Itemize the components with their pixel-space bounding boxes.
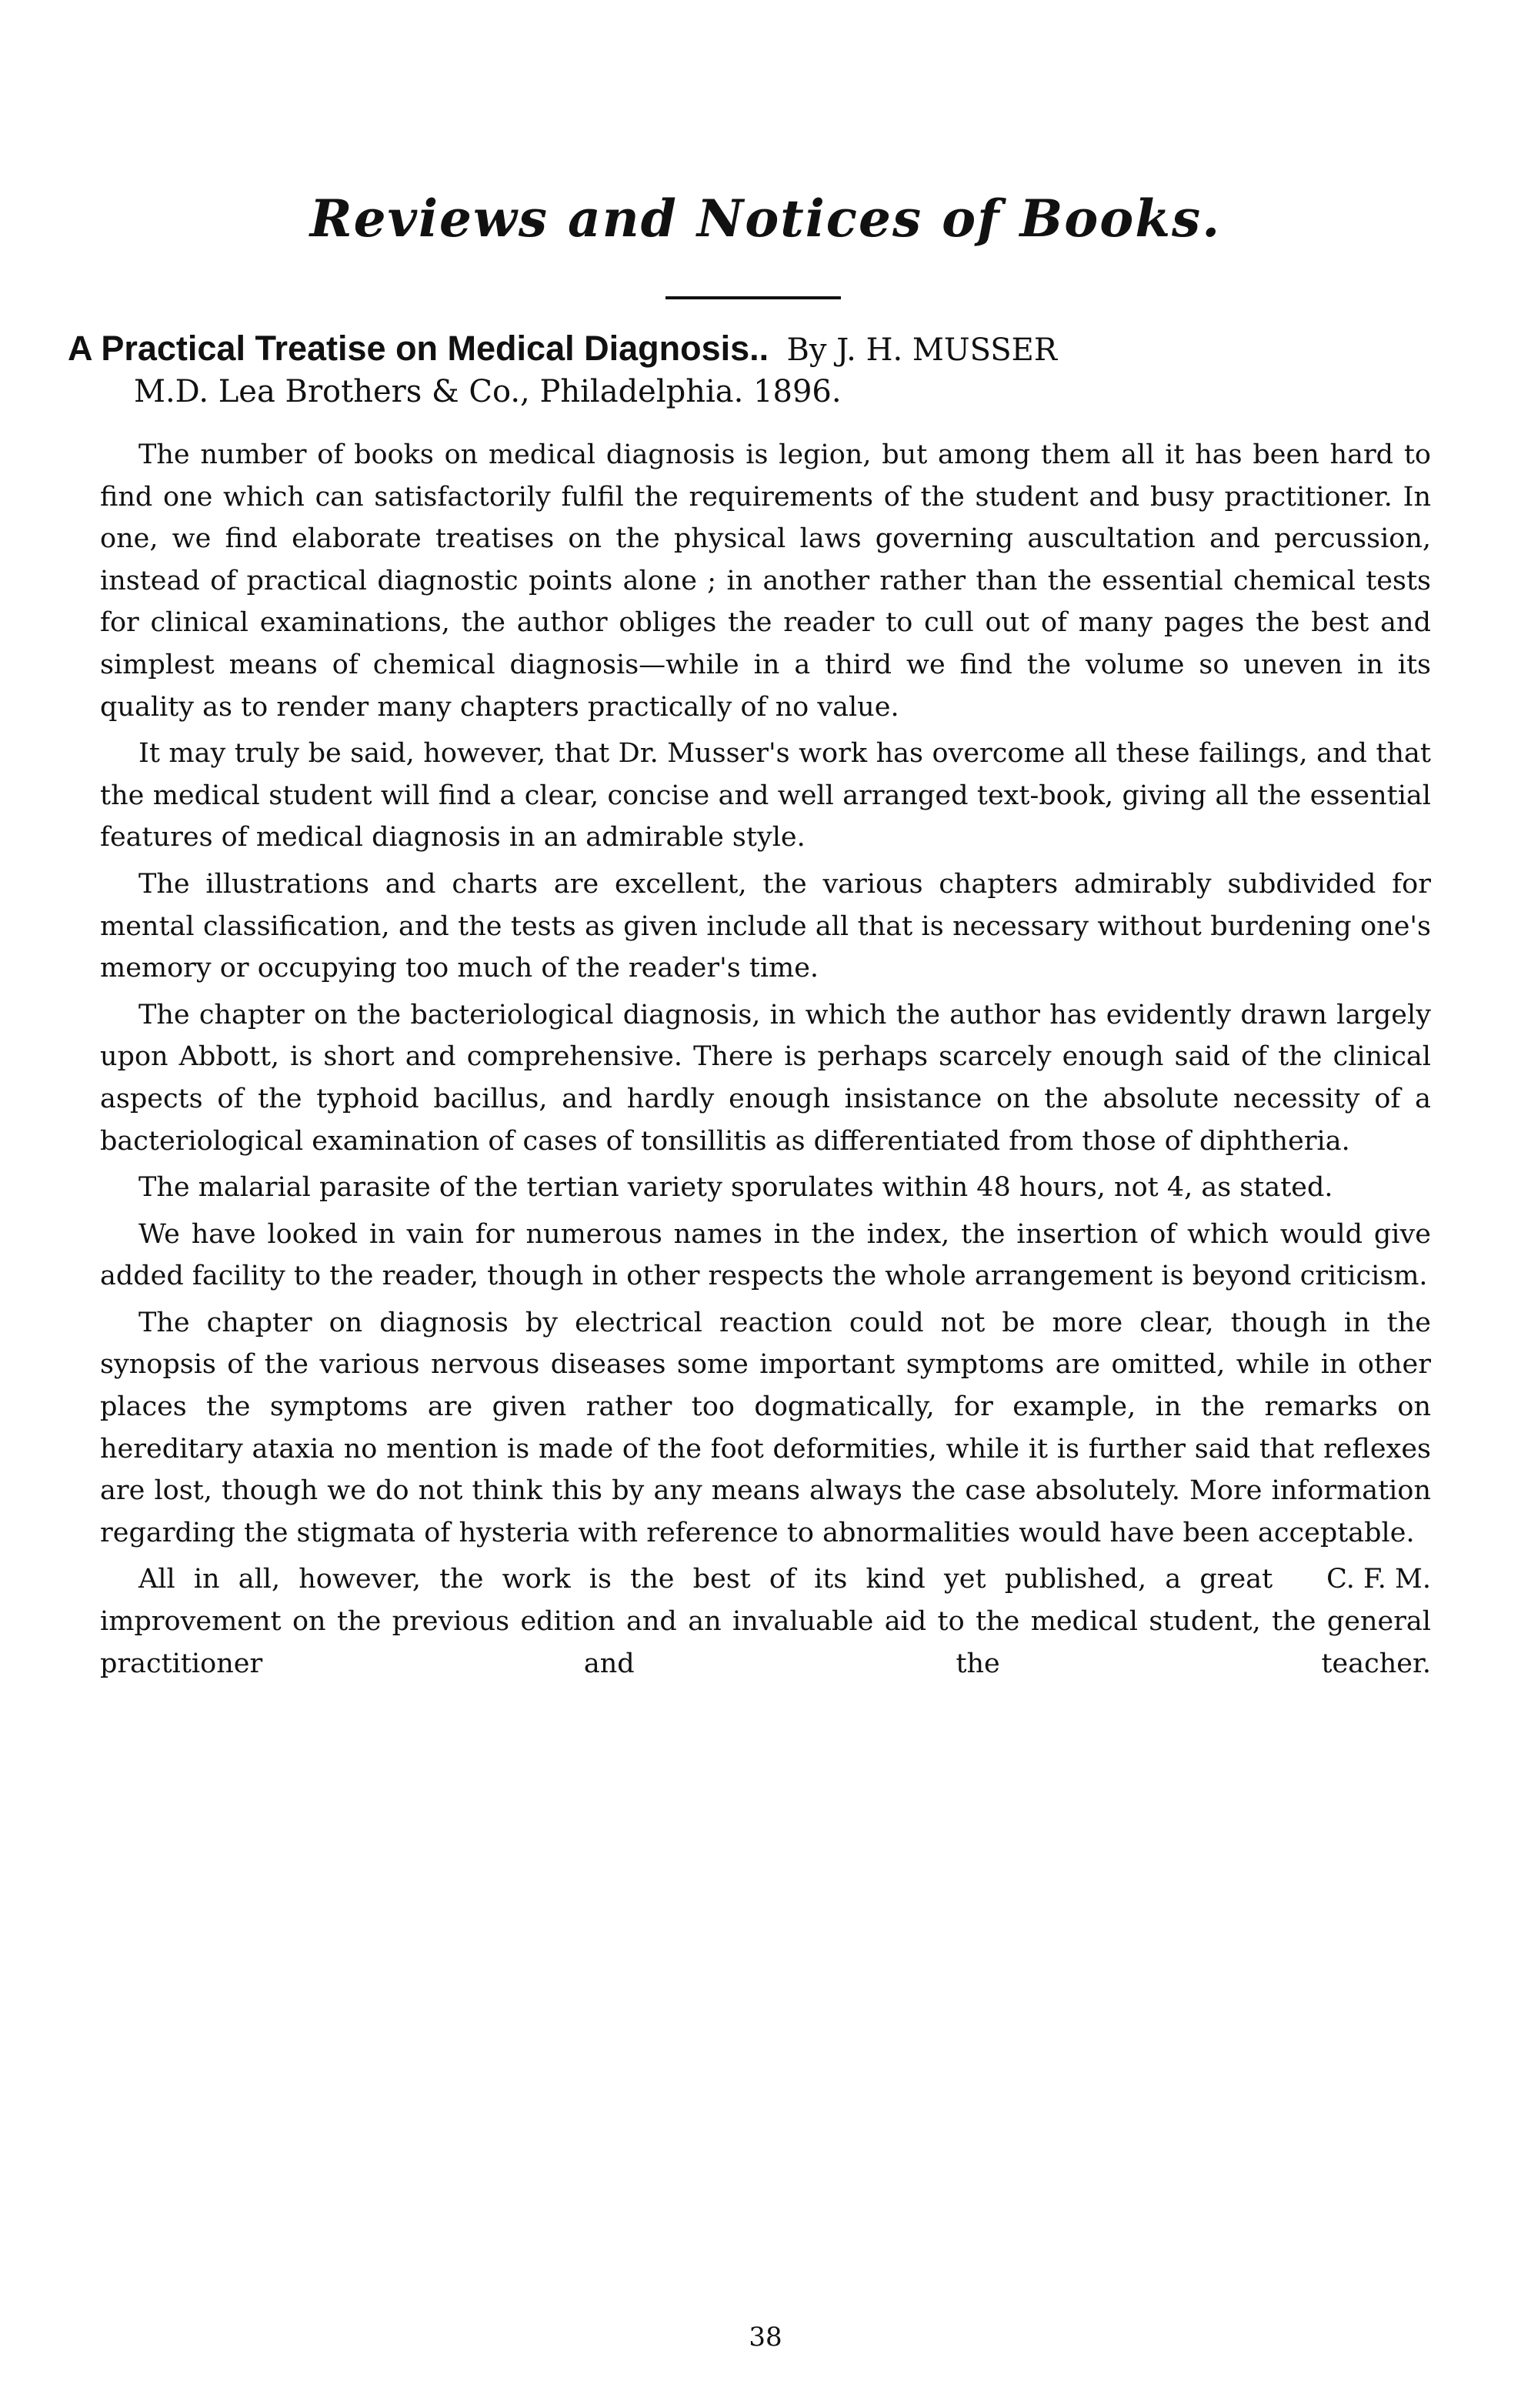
- review-paragraph: We have looked in vain for numerous names in the index, the insertion of which would give added facility to the reader, though in other respects the whole arrangement is beyond criticism.: [100, 1218, 1431, 1292]
- review-paragraph: The number of books on medical diagnosis is legion, but among them all it has been hard to find one which can satisfactorily fulfil the requirements of the student and busy practitioner. In one, we find elaborate treatises on the physical laws governing auscultation and percussion, instead of practical diagnostic points alone ; in another rather than the essential chemical tests for clinical examinations, the author obliges the reader to cull out of many pages the best and simplest means of chemical diagnosis—while in a third we find the volume so uneven in its quality as to render many chapters practically of no value.: [100, 439, 1431, 723]
- book-publication: M.D. Lea Brothers & Co., Philadelphia. 1896.: [134, 374, 842, 409]
- review-body: [100, 434, 1431, 1689]
- heading-rule: [665, 296, 841, 299]
- section-heading: Reviews and Notices of Books.: [309, 189, 1222, 249]
- review-paragraph: It may truly be said, however, that Dr. Musser's work has overcome all these failings, and that the medical student will find a clear, concise and well arranged text-book, giving all the essential features of medical diagnosis in an admirable style.: [100, 738, 1431, 853]
- book-author: By J. H. MUSSER: [786, 332, 1057, 368]
- review-paragraph-final: [100, 1558, 1431, 1685]
- book-citation: [68, 328, 1422, 412]
- review-paragraph: The malarial parasite of the tertian variety sporulates within 48 hours, not 4, as stated.: [138, 1172, 1333, 1204]
- review-paragraph: The chapter on the bacteriological diagnosis, in which the author has evidently drawn largely upon Abbott, is short and comprehensive. There is perhaps scarcely enough said of the clinical aspects of the typhoid bacillus, and hardly enough insistance on the absolute necessity of a bacteriological examination of cases of tonsillitis as differentiated from those of diphtheria.: [100, 999, 1431, 1157]
- review-signature: C. F. M.: [1326, 1564, 1431, 1595]
- review-paragraph: The illustrations and charts are excellent, the various chapters admirably subdivided for mental classification, and the tests as given include all that is necessary without burdening one's memory or occupying too much of the reader's time.: [100, 868, 1431, 984]
- review-paragraph-text: All in all, however, the work is the best of its kind yet published, a great improvement on the previous edition and an invaluable aid to the medical student, the general practitioner and the teacher.: [100, 1564, 1431, 1679]
- book-title: A Practical Treatise on Medical Diagnosis..: [68, 329, 769, 368]
- review-paragraph: The chapter on diagnosis by electrical reaction could not be more clear, though in the synopsis of the various nervous diseases some important symptoms are omitted, while in other places the symptoms are given rather too dogmatically, for example, in the remarks on hereditary ataxia no mention is made of the foot deformities, while it is further said that reflexes are lost, though we do not think this by any means always the case absolutely. More information regarding the stigmata of hysteria with reference to abnormalities would have been acceptable.: [100, 1307, 1431, 1548]
- page-number: 38: [749, 2322, 782, 2353]
